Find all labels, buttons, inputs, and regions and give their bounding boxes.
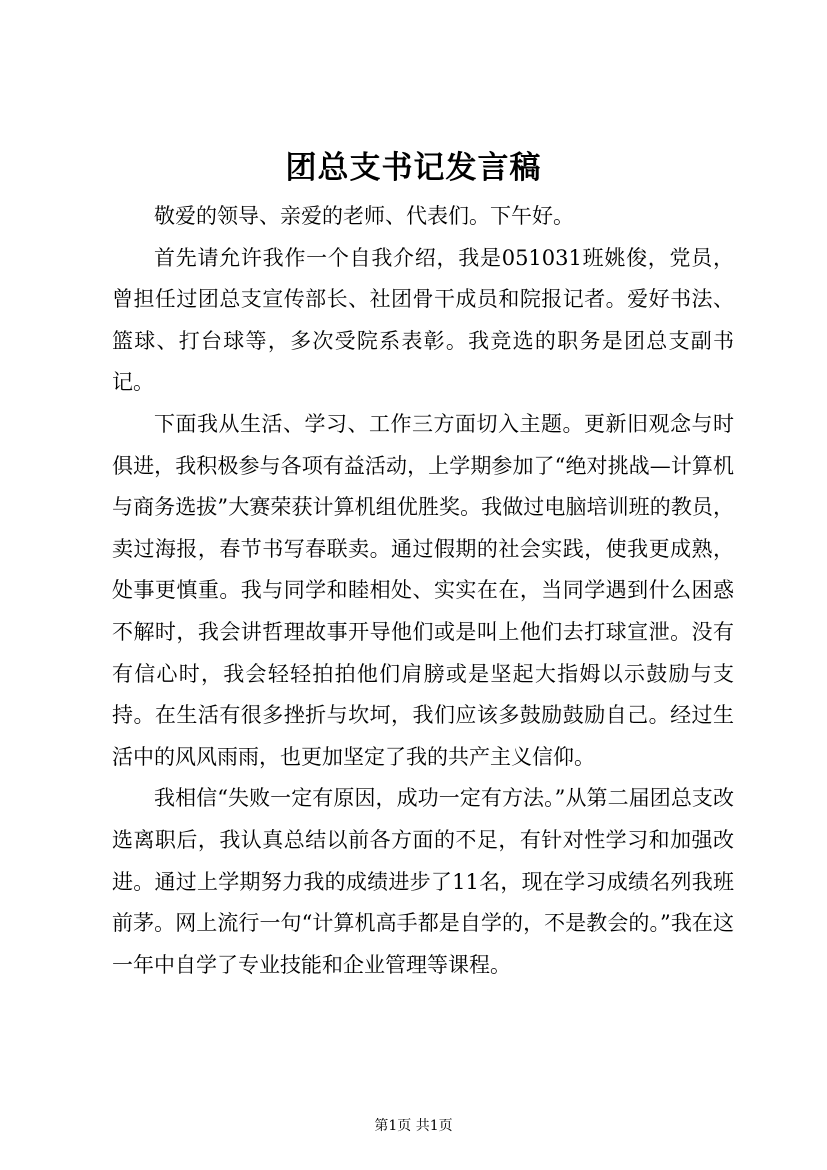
paragraph-introduction: 首先请允许我作一个自我介绍，我是051031班姚俊，党员，曾担任过团总支宣传部长、社团骨干成员和院报记者。爱好书法、篮球、打台球等，多次受院系表彰。我竞选的职务是团总支副书记。 [112,245,734,395]
document-body [112,196,734,986]
paragraph-greeting: 敬爱的领导、亲爱的老师、代表们。下午好。 [154,204,574,228]
page-footer: 第1页 共1页 [374,1118,453,1134]
paragraph-study-progress: 我相信“失败一定有原因，成功一定有方法。”从第二届团总支改选离职后，我认真总结以前各方面的不足，有针对性学习和加强改进。通过上学期努力我的成绩进步了11名，现在学习成绩名列我班前茅。网上流行一句“计算机高手都是自学的，不是教会的。”我在这一年中自学了专业技能和企业管理等课程。 [112,786,734,977]
document-title: 团总支书记发言稿 [285,150,542,186]
paragraph-life-study-work: 下面我从生活、学习、工作三方面切入主题。更新旧观念与时俱进，我积极参与各项有益活动，上学期参加了“绝对挑战—计算机与商务选拔”大赛荣获计算机组优胜奖。我做过电脑培训班的教员，卖过海报，春节书写春联卖。通过假期的社会实践，使我更成熟，处事更慎重。我与同学和睦相处、实实在在，当同学遇到什么困惑不解时，我会讲哲理故事开导他们或是叫上他们去打球宣泄。没有有信心时，我会轻轻拍拍他们肩膀或是坚起大指姆以示鼓励与支持。在生活有很多挫折与坎坷，我们应该多鼓励鼓励自己。经过生活中的风风雨雨，也更加坚定了我的共产主义信仰。 [112,411,734,769]
